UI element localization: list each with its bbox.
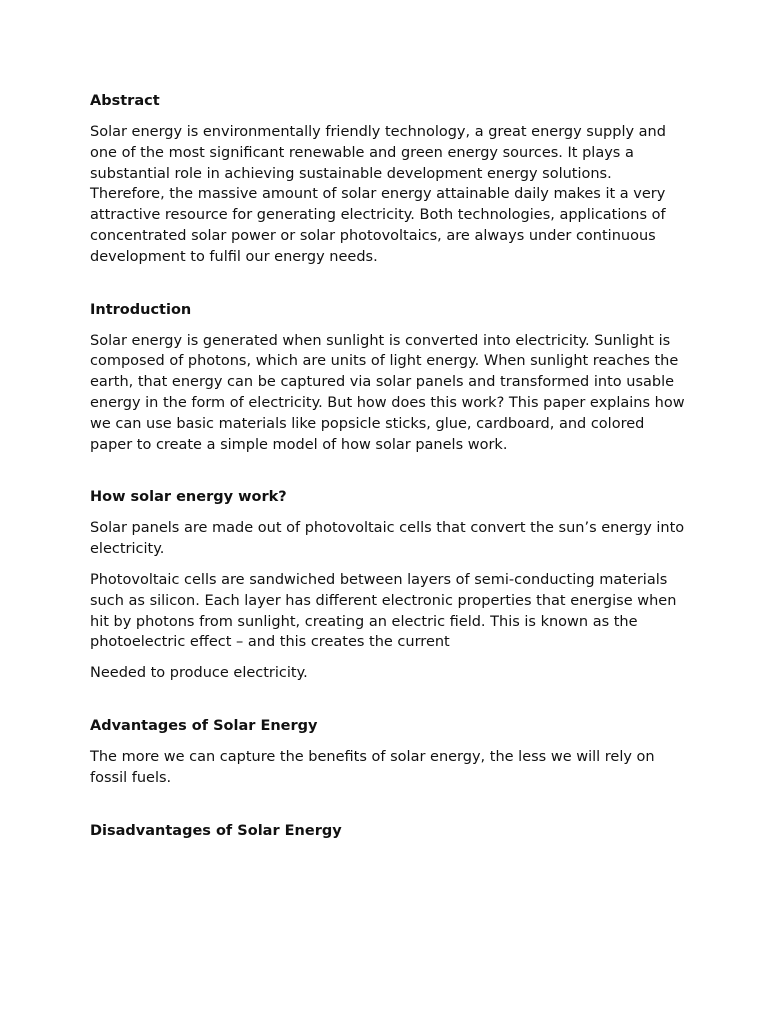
paragraph: Solar energy is generated when sunlight is converted into electricity. Sunlight is composed of photons, which are units of light energy. When sunlight reaches the earth, that energy can be captured via solar panels and transformed into usable energy in the form of electricity. But how does this work? This paper explains how we can use basic materials like popsicle sticks, glue, cardboard, and colored paper to create a simple model of how solar panels work.	[90, 332, 685, 453]
document-page	[90, 91, 690, 873]
section-heading: How solar energy work?	[90, 489, 287, 506]
section-advantages	[90, 716, 690, 789]
paragraph: Needed to produce electricity.	[90, 665, 308, 682]
section-heading: Disadvantages of Solar Energy	[90, 822, 342, 839]
section-disadvantages	[90, 821, 690, 841]
section-how-solar-energy-works	[90, 487, 690, 684]
section-abstract	[90, 91, 690, 268]
section-heading: Advantages of Solar Energy	[90, 717, 318, 734]
paragraph: The more we can capture the benefits of solar energy, the less we will rely on fossil fuels.	[90, 748, 655, 786]
paragraph: Solar panels are made out of photovoltaic cells that convert the sun’s energy into electricity.	[90, 520, 685, 558]
paragraph: Solar energy is environmentally friendly technology, a great energy supply and one of the most significant renewable and green energy sources. It plays a substantial role in achieving sustainable development energy solutions. Therefore, the massive amount of solar energy attainable daily makes it a very attractive resource for generating electricity. Both technologies, applications of concentrated solar power or solar photovoltaics, are always under continuous development to fulfil our energy needs.	[90, 124, 666, 265]
paragraph: Photovoltaic cells are sandwiched between layers of semi-conducting materials such as silicon. Each layer has different electronic properties that energise when hit by photons from sunlight, creating an electric field. This is known as the photoelectric effect – and this creates the current	[90, 571, 677, 651]
section-heading: Abstract	[90, 93, 160, 109]
section-introduction	[90, 300, 690, 456]
section-heading: Introduction	[90, 301, 192, 318]
